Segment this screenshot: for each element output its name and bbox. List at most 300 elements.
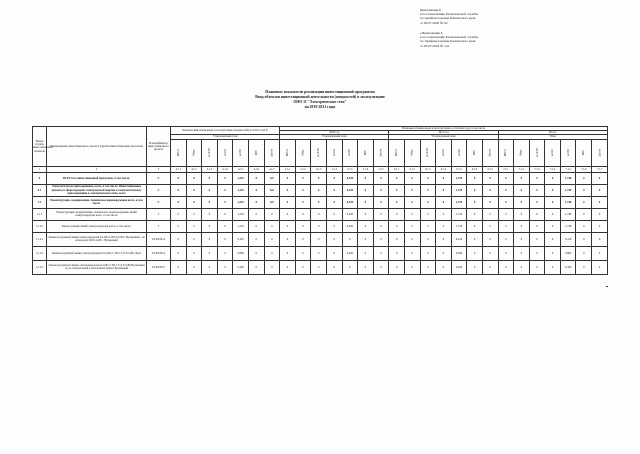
column-number: 4.1.6 <box>248 166 264 172</box>
header-unit-label: км ВЛ <box>348 149 352 157</box>
row-value: 0 <box>311 208 327 220</box>
header-unit-label: Мвар <box>192 149 196 156</box>
column-number: 4.1.2 <box>186 166 202 172</box>
header-unit-cell <box>436 139 452 166</box>
row-value: 0 <box>389 232 405 246</box>
row-id: Г <box>147 184 171 196</box>
row-value: 0 <box>404 246 420 260</box>
header-unit-cell <box>202 139 218 166</box>
row-value: 0 <box>295 232 311 246</box>
row-value: 0 <box>482 196 498 208</box>
row-value: 0 <box>592 232 608 246</box>
row-value: 0 <box>482 208 498 220</box>
row-value: 1,748 <box>560 208 576 220</box>
row-value: 0 <box>389 208 405 220</box>
row-name: Замена воздушной линии электропередачи 0,4 кВ от ВЛ-10 кВ п. Вулканный - на кабельную ВЛ-0,4 кВ с. Вулканный <box>47 232 147 246</box>
row-value: 0 <box>311 260 327 274</box>
row-id: Г <box>147 172 171 184</box>
row-id: I/0.00/2014 <box>147 246 171 260</box>
row-value: 0 <box>545 246 561 260</box>
row-value: 0 <box>202 172 218 184</box>
row-value: 0 <box>389 246 405 260</box>
row-value: 0 <box>217 232 233 246</box>
header-unit-label: МВт <box>582 150 586 156</box>
column-number: 5.1.4 <box>326 166 342 172</box>
header-unit-label: км ЛЭП <box>535 148 539 158</box>
row-value: 0 <box>326 208 342 220</box>
appendix-line: к постановлению Региональной службы <box>420 35 479 40</box>
header-unit-label: Мвар <box>410 149 414 156</box>
row-value: 1,319 <box>451 208 467 220</box>
column-number: 5.1.2 <box>295 166 311 172</box>
row-value: 0 <box>498 208 514 220</box>
header-unit-cell <box>326 139 342 166</box>
row-id: Г <box>147 208 171 220</box>
row-value: 0 <box>326 232 342 246</box>
row-value: 0 <box>436 246 452 260</box>
row-value: 1,219 <box>233 196 249 208</box>
row-value: 0 <box>498 196 514 208</box>
title-line: Плановые показатели реализации инвестиционной программы <box>265 90 375 94</box>
column-number: 6.1.2 <box>404 166 420 172</box>
row-value: 0 <box>498 184 514 196</box>
column-number: 7.1.2 <box>514 166 530 172</box>
column-number: 7.1.6 <box>576 166 592 172</box>
row-value: 0 <box>248 196 264 208</box>
row-value: 1,319 <box>451 172 467 184</box>
column-number: 1 <box>33 166 47 172</box>
row-value: 0 <box>592 196 608 208</box>
row-value: 0 <box>545 184 561 196</box>
column-number: 6.1.1 <box>389 166 405 172</box>
row-value: 0 <box>171 260 187 274</box>
header-unit-label: Мвар <box>519 149 523 156</box>
row-value: 0 <box>529 208 545 220</box>
row-value: 0 <box>404 196 420 208</box>
row-value: 0 <box>436 172 452 184</box>
header-fact: Фактический объем ввода в эксплуатацию (мощностей) на 01.01.года N <box>171 127 280 135</box>
row-value: 0 <box>202 208 218 220</box>
row-value: 0 <box>436 232 452 246</box>
header-year-2021: 2021 год <box>389 131 498 135</box>
header-unit-cell <box>529 139 545 166</box>
row-value: 0 <box>576 232 592 246</box>
header-unit-cell <box>514 139 530 166</box>
row-value: 0 <box>186 184 202 196</box>
page-mark <box>606 286 608 287</box>
row-value: 0 <box>358 260 374 274</box>
row-value: 0 <box>217 172 233 184</box>
row-value: 0 <box>295 220 311 232</box>
header-unit-label: МВт <box>363 150 367 156</box>
row-value: 0 <box>373 246 389 260</box>
row-value: 0 <box>311 172 327 184</box>
row-value: 0 <box>545 172 561 184</box>
row-value: 0 <box>420 260 436 274</box>
row-value: 0 <box>217 260 233 274</box>
row-value: 0 <box>545 208 561 220</box>
header-unit-cell <box>482 139 498 166</box>
row-value: 0 <box>592 246 608 260</box>
row-value: 1,219 <box>233 220 249 232</box>
row-value: 0 <box>248 260 264 274</box>
row-value: 0 <box>576 220 592 232</box>
header-unit-cell <box>358 139 374 166</box>
row-value: 0 <box>467 184 483 196</box>
title-line: Ввод объектов инвестиционной деятельности (мощностей) в эксплуатацию <box>255 95 385 99</box>
row-value: 0,420 <box>342 246 358 260</box>
row-value: 0 <box>576 184 592 196</box>
row-value: 0 <box>373 260 389 274</box>
row-value: 1,319 <box>451 196 467 208</box>
column-number: 6.1.6 <box>467 166 483 172</box>
row-value: 0 <box>576 196 592 208</box>
row-value: 0 <box>529 220 545 232</box>
row-value: 0 <box>420 232 436 246</box>
row-value: 0 <box>171 172 187 184</box>
row-value: 0 <box>545 196 561 208</box>
row-value: 0 <box>295 246 311 260</box>
row-value: 1,748 <box>560 172 576 184</box>
row-value: 0 <box>529 246 545 260</box>
row-value: 0 <box>592 208 608 220</box>
header-unit-label: км ВЛ <box>239 149 243 157</box>
row-value: 0 <box>186 172 202 184</box>
row-value: 0 <box>592 220 608 232</box>
row-value: 0 <box>436 220 452 232</box>
row-value: 0 <box>482 220 498 232</box>
appendix-line: «Приложение 6 <box>420 31 443 35</box>
row-value: 0 <box>514 184 530 196</box>
row-value: 0,420 <box>560 260 576 274</box>
row-value: 0 <box>342 260 358 274</box>
investment-table <box>32 126 608 275</box>
row-value: 0 <box>202 220 218 232</box>
row-number: 0.1 <box>33 184 47 196</box>
row-value: 0 <box>514 232 530 246</box>
row-value: 0 <box>436 196 452 208</box>
row-number: 1.1.2.1 <box>33 232 47 246</box>
row-value: 0 <box>264 232 280 246</box>
column-number: 5.1.1 <box>280 166 296 172</box>
row-value: 0 <box>389 220 405 232</box>
row-value: 1,748 <box>560 184 576 196</box>
row-name: Замена воздушной линии электропередачи 0,4 кВ от ТП-13 (3-25 кВ) Вулканный до ул. Центральной в населенном пункте Вулканный <box>47 260 147 274</box>
row-value: 0 <box>280 220 296 232</box>
header-unit-label: Другое <box>379 148 383 157</box>
row-value: 0 <box>326 184 342 196</box>
row-value: 0,0 <box>264 196 280 208</box>
row-value: 0 <box>420 246 436 260</box>
column-number: 3 <box>147 166 171 172</box>
column-number: 7.1.1 <box>498 166 514 172</box>
column-number: 5.1.3 <box>311 166 327 172</box>
appendix-line: по тарифам и ценам Камчатского края <box>420 39 476 44</box>
row-number: 1.1.1 <box>33 208 47 220</box>
column-number: 6.1.4 <box>436 166 452 172</box>
row-value: 0 <box>467 232 483 246</box>
row-value: 0 <box>467 260 483 274</box>
row-value: 0 <box>280 260 296 274</box>
row-value: 0 <box>280 208 296 220</box>
row-id: I/0.00/2014 <box>147 232 171 246</box>
row-value: 0 <box>171 196 187 208</box>
row-value: 0 <box>280 172 296 184</box>
header-unit-cell <box>233 139 249 166</box>
header-unit-cell <box>467 139 483 166</box>
row-value: 0 <box>248 184 264 196</box>
row-value: 0 <box>592 184 608 196</box>
row-value: 0 <box>171 184 187 196</box>
row-value: 0 <box>264 220 280 232</box>
row-value: 0,419 <box>560 232 576 246</box>
row-id: I/0.00/2015 <box>147 260 171 274</box>
row-value: 0,800 <box>233 246 249 260</box>
row-value: 0,420 <box>342 172 358 184</box>
row-value: 0 <box>358 208 374 220</box>
row-value: 0 <box>498 172 514 184</box>
row-value: 0 <box>545 220 561 232</box>
appendix-line: Приложение 6 <box>420 8 441 12</box>
row-value: 0 <box>280 184 296 196</box>
row-value: 0 <box>529 184 545 196</box>
appendix-line: от 03.07.2018 № 141 <box>420 43 450 48</box>
row-number: 0 <box>33 172 47 184</box>
row-value: 0 <box>404 184 420 196</box>
row-value: 0 <box>467 196 483 208</box>
row-value: 0 <box>498 246 514 260</box>
row-value: 0 <box>295 260 311 274</box>
row-value: 0 <box>404 232 420 246</box>
row-value: 0 <box>311 196 327 208</box>
header-unit-cell <box>186 139 202 166</box>
header-unit-cell <box>404 139 420 166</box>
row-value: 0 <box>420 196 436 208</box>
header-unit-cell <box>420 139 436 166</box>
row-value: 0 <box>514 208 530 220</box>
row-value: 0 <box>264 208 280 220</box>
column-number: 5.1.7 <box>373 166 389 172</box>
row-value: 0,419 <box>451 232 467 246</box>
header-unit-cell <box>545 139 561 166</box>
row-value: 0 <box>436 260 452 274</box>
row-value: 1,219 <box>233 208 249 220</box>
row-value: 0 <box>326 172 342 184</box>
column-number: 4.1.1 <box>171 166 187 172</box>
row-value: 0 <box>404 220 420 232</box>
row-value: 0,420 <box>342 208 358 220</box>
row-value: 0 <box>358 246 374 260</box>
row-value: 0 <box>514 246 530 260</box>
row-value: 0 <box>514 220 530 232</box>
row-number: 1.1.2.1 <box>33 220 47 232</box>
row-value: 0 <box>326 196 342 208</box>
row-value: 0 <box>373 232 389 246</box>
row-number: 1.1.2.2 <box>33 246 47 260</box>
row-value: 0 <box>295 196 311 208</box>
row-value: 0,420 <box>342 220 358 232</box>
header-unit-cell <box>373 139 389 166</box>
row-id: Г <box>147 220 171 232</box>
row-value: 0 <box>358 184 374 196</box>
row-value: 0 <box>186 220 202 232</box>
row-value: 0 <box>311 220 327 232</box>
column-number: 4.1.4 <box>217 166 233 172</box>
row-number: 1.1.2.3 <box>33 260 47 274</box>
row-value: 0 <box>171 246 187 260</box>
row-name: Реконструкция линий электропередачи всего, в том числе: <box>47 220 147 232</box>
header-unit-label: МВ×А <box>285 148 289 157</box>
header-unit-label: км КЛ <box>441 149 445 157</box>
header-unit-label: км ВЛ <box>566 149 570 157</box>
row-value: 0 <box>529 260 545 274</box>
row-value: 0 <box>404 260 420 274</box>
row-value: 0 <box>576 172 592 184</box>
row-value: 0 <box>482 184 498 196</box>
row-value: 0 <box>467 246 483 260</box>
row-value: 0,420 <box>342 196 358 208</box>
row-value: 0 <box>436 208 452 220</box>
row-value: 0 <box>420 208 436 220</box>
row-value: 0 <box>202 196 218 208</box>
row-value: 0 <box>592 172 608 184</box>
row-value: 0 <box>389 172 405 184</box>
row-name: Технологическое присоединение, всего, в том числе: Инвестиционные проекты в сфере передачи электрической энергии к технологическому присоединению к электрическим сетям, всего <box>47 184 147 196</box>
header-unit-label: км КЛ <box>223 149 227 157</box>
row-value: 0 <box>186 246 202 260</box>
row-value: 0 <box>217 220 233 232</box>
row-value: 0 <box>404 208 420 220</box>
row-value: 0 <box>295 184 311 196</box>
row-value: 0 <box>498 232 514 246</box>
row-value: 0 <box>326 260 342 274</box>
header-unit-label: МВ×А <box>504 148 508 157</box>
row-value: 0 <box>592 260 608 274</box>
row-value: 0 <box>529 196 545 208</box>
row-value: 0 <box>514 196 530 208</box>
row-value: 0 <box>358 232 374 246</box>
row-value: 0,0 <box>264 184 280 196</box>
row-value: 0 <box>311 184 327 196</box>
header-unit-label: км ЛЭП <box>207 148 211 158</box>
column-number: 5.1.5 <box>342 166 358 172</box>
row-value: 0 <box>373 196 389 208</box>
row-value: 0 <box>202 232 218 246</box>
header-unit-cell <box>264 139 280 166</box>
header-unit-cell <box>592 139 608 166</box>
header-unit-label: км КЛ <box>332 149 336 157</box>
appendix-line: от 00.07.2020 № 92 <box>420 20 448 25</box>
row-value: 1,748 <box>560 196 576 208</box>
row-value: 0 <box>482 232 498 246</box>
row-id: Г <box>147 196 171 208</box>
row-value: 0,0 <box>264 172 280 184</box>
row-value: 0 <box>202 184 218 196</box>
row-value: 0 <box>373 220 389 232</box>
row-value: 1,748 <box>560 220 576 232</box>
header-unit-cell <box>389 139 405 166</box>
row-value: 0 <box>404 172 420 184</box>
header-approved-plan: Утвержденный план <box>171 135 280 139</box>
column-number: 6.1.5 <box>451 166 467 172</box>
row-value: 0,420 <box>451 260 467 274</box>
row-value: 0 <box>576 246 592 260</box>
title-line: ОНО 11 "Электрические сети" <box>293 100 347 104</box>
row-value: 0 <box>358 220 374 232</box>
header-unit-cell <box>248 139 264 166</box>
column-number: 7.1.4 <box>545 166 561 172</box>
header-unit-label: МВт <box>473 150 477 156</box>
row-value: 0 <box>420 172 436 184</box>
column-number: 4.1.7 <box>264 166 280 172</box>
row-value: 0 <box>248 172 264 184</box>
header-unit-label: км ЛЭП <box>426 148 430 158</box>
row-value: 0 <box>326 246 342 260</box>
header-unit-label: Другое <box>597 148 601 157</box>
row-value: 0 <box>217 246 233 260</box>
header-unit-label: МВ×А <box>176 148 180 157</box>
row-value: 0 <box>576 208 592 220</box>
header-plan: Плановые объемы ввода в эксплуатацию в отчетном году, в том числе <box>280 127 608 131</box>
row-value: 0 <box>280 232 296 246</box>
column-number: 7.1.7 <box>592 166 608 172</box>
column-number: 7.1.3 <box>529 166 545 172</box>
row-value: 0 <box>436 184 452 196</box>
header-project-id: Идентификатор инвестиционного проекта <box>147 127 171 167</box>
row-name: Замена воздушной линии электропередачи 0,4 кВ от ТП-13 (3-25 кВ) "Дом" <box>47 246 147 260</box>
row-value: 0,420 <box>342 184 358 196</box>
header-unit-cell <box>576 139 592 166</box>
row-value: 0 <box>389 196 405 208</box>
row-value: 1,219 <box>233 172 249 184</box>
row-value: 0 <box>311 232 327 246</box>
row-value: 0 <box>311 246 327 260</box>
header-unit-cell <box>560 139 576 166</box>
appendix-line: к постановлению Региональной службы <box>420 12 479 17</box>
row-value: 0 <box>576 260 592 274</box>
header-unit-cell <box>451 139 467 166</box>
column-number: 6.1.3 <box>420 166 436 172</box>
header-unit-cell <box>342 139 358 166</box>
column-number: 4.1.3 <box>202 166 218 172</box>
row-value: 0 <box>280 246 296 260</box>
appendix-line: по тарифам и ценам Камчатского края <box>420 16 476 21</box>
header-group-number: Номер группы инвестиционных проектов <box>33 127 47 167</box>
row-value: 0 <box>217 208 233 220</box>
column-number: 2 <box>47 166 147 172</box>
header-total: Итого <box>498 131 607 135</box>
row-value: 0 <box>389 260 405 274</box>
row-value: 0 <box>373 208 389 220</box>
row-value: 0,400 <box>451 246 467 260</box>
row-value: 0 <box>342 232 358 246</box>
header-unit-cell <box>280 139 296 166</box>
row-value: 0 <box>186 196 202 208</box>
row-value: 0 <box>248 220 264 232</box>
header-unit-label: Другое <box>488 148 492 157</box>
row-value: 0,420 <box>233 260 249 274</box>
row-value: 0 <box>248 246 264 260</box>
row-name: Реконструкция, модернизация, техническое перевооружение всего, в том числе: <box>47 196 147 208</box>
row-value: 1,219 <box>233 184 249 196</box>
row-value: 0 <box>358 172 374 184</box>
row-value: 0 <box>498 220 514 232</box>
row-value: 0,419 <box>233 232 249 246</box>
row-value: 0 <box>217 196 233 208</box>
row-value: 0 <box>498 260 514 274</box>
row-value: 0 <box>295 172 311 184</box>
row-value: 0 <box>280 196 296 208</box>
